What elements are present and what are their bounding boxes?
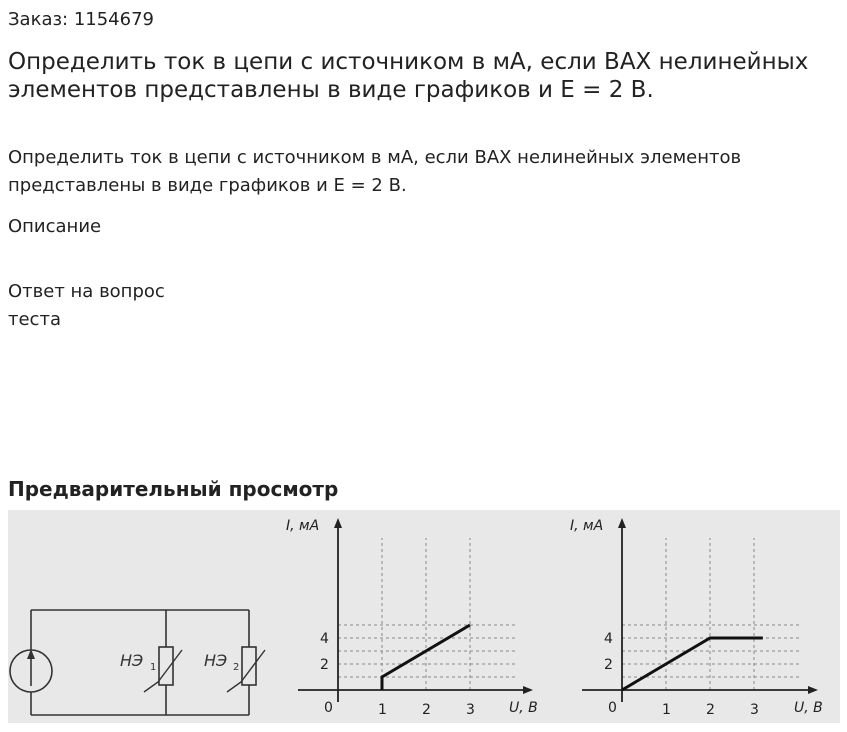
chart-2-x-tick-2: 2 bbox=[706, 702, 715, 718]
iv-chart-1 bbox=[286, 518, 538, 718]
nonlinear-element-2-icon bbox=[242, 647, 256, 685]
element-1-index: 1 bbox=[150, 662, 157, 673]
chart-1-x-tick-2: 2 bbox=[422, 702, 431, 718]
chart-2-origin-label: 0 bbox=[608, 700, 617, 716]
chart-2-y-axis-arrow-icon bbox=[618, 518, 626, 528]
chart-2-x-tick-1: 1 bbox=[662, 702, 671, 718]
chart-1-origin-label: 0 bbox=[324, 700, 333, 716]
page-title: Определить ток в цепи с источником в мА, если ВАХ нелинейных элементов представлены в виде графиков и Е = 2 В. bbox=[8, 49, 809, 103]
preview-figure bbox=[8, 510, 840, 723]
iv-chart-2 bbox=[570, 518, 823, 718]
description-text: Определить ток в цепи с источником в мА, если ВАХ нелинейных элементов представлены в виде графиков и Е = 2 В. bbox=[8, 147, 742, 196]
chart-1-y-axis-label: I, мА bbox=[286, 518, 320, 534]
chart-1-x-tick-3: 3 bbox=[466, 702, 475, 718]
element-2-index: 2 bbox=[233, 662, 240, 673]
element-2-label: НЭ bbox=[204, 651, 228, 670]
chart-1-x-tick-1: 1 bbox=[378, 702, 387, 718]
chart-1-x-axis-arrow-icon bbox=[523, 686, 533, 694]
chart-2-y-tick-1: 2 bbox=[604, 657, 613, 673]
answer-label: Ответ на вопрос теста bbox=[8, 281, 165, 330]
chart-1-y-tick-1: 2 bbox=[320, 657, 329, 673]
circuit-diagram bbox=[10, 610, 265, 715]
preview-image bbox=[8, 510, 840, 723]
chart-2-x-axis-arrow-icon bbox=[808, 686, 818, 694]
preview-heading: Предварительный просмотр bbox=[8, 477, 339, 501]
nonlinear-element-1-icon bbox=[159, 647, 173, 685]
chart-2-y-tick-2: 4 bbox=[604, 631, 613, 647]
chart-1-y-axis-arrow-icon bbox=[334, 518, 342, 528]
chart-1-y-tick-2: 4 bbox=[320, 631, 329, 647]
chart-2-y-axis-label: I, мА bbox=[570, 518, 604, 534]
chart-1-x-axis-label: U, В bbox=[509, 700, 538, 716]
chart-2-x-axis-label: U, В bbox=[794, 700, 823, 716]
description-heading: Описание bbox=[8, 216, 102, 237]
element-1-label: НЭ bbox=[120, 651, 144, 670]
chart-2-x-tick-3: 3 bbox=[750, 702, 759, 718]
order-number: Заказ: 1154679 bbox=[8, 9, 154, 30]
chart-2-series-line-1 bbox=[622, 638, 763, 690]
